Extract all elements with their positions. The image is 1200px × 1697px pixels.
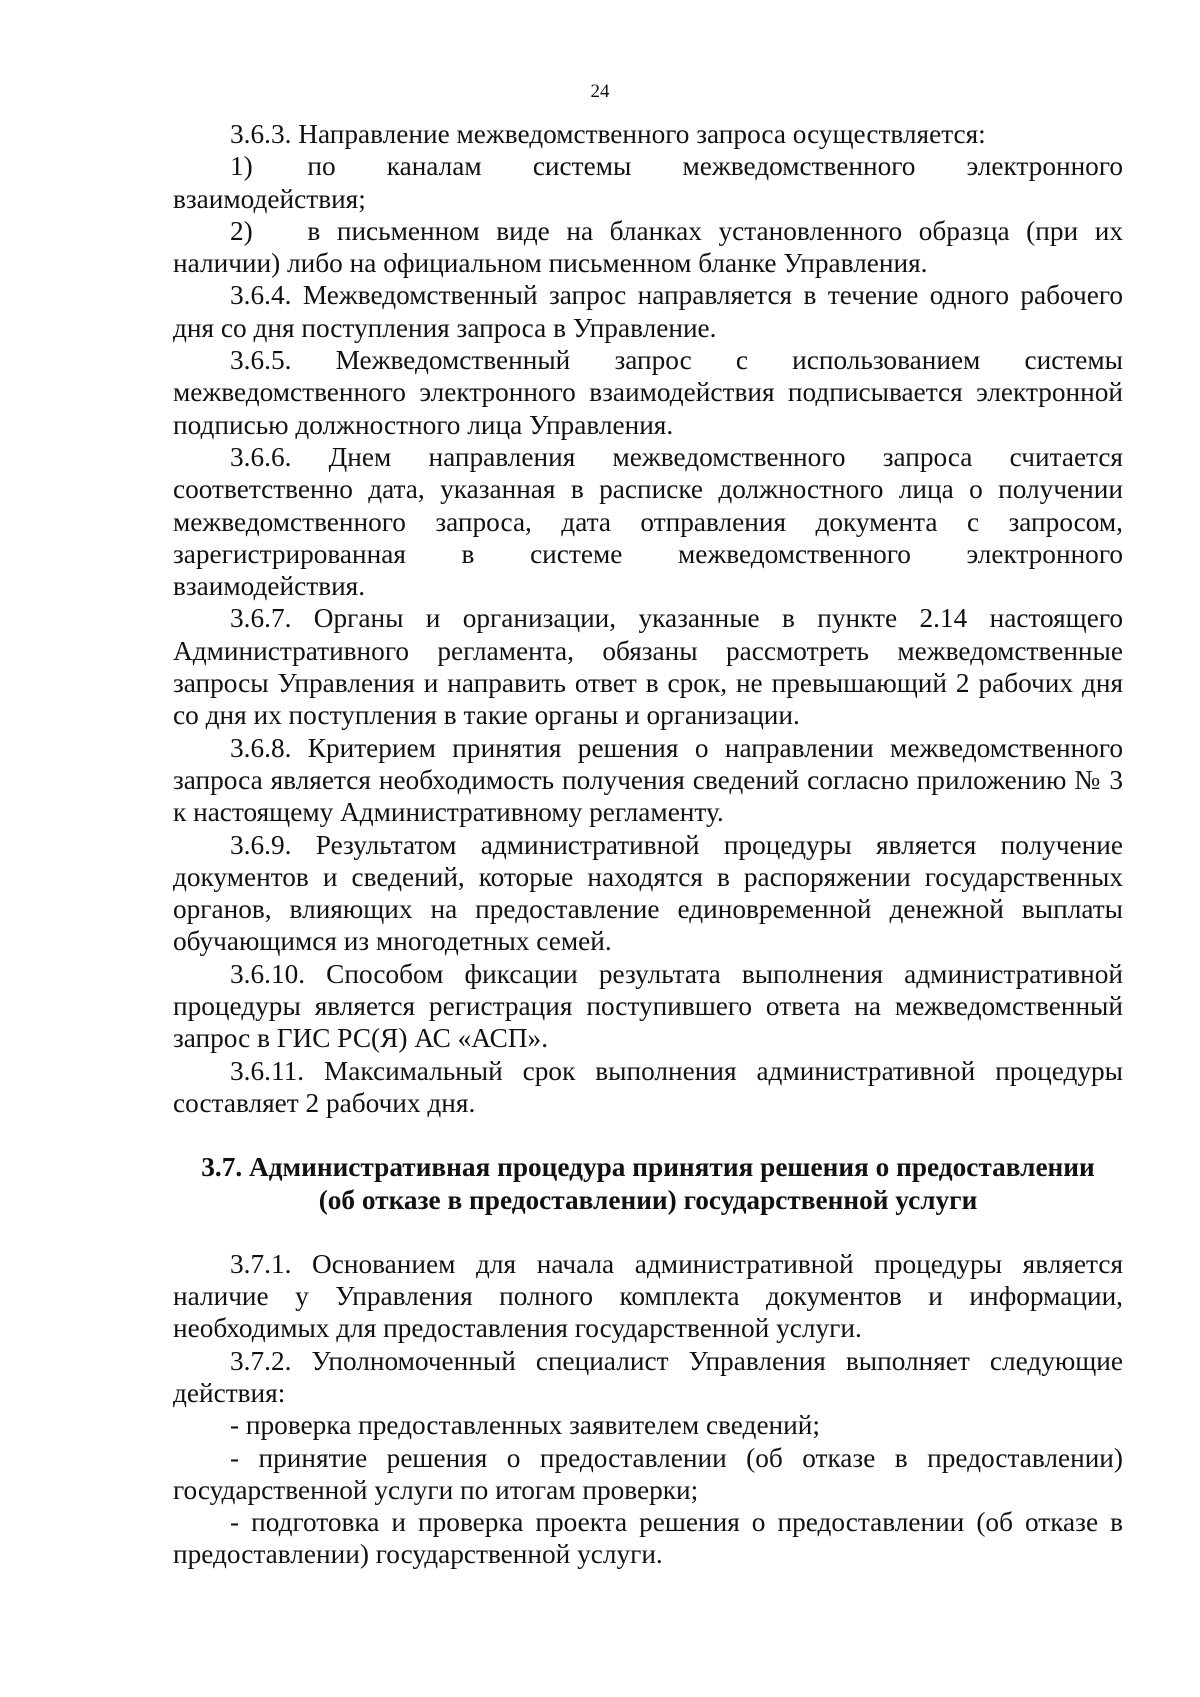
section-heading-line-1: 3.7. Административная процедура принятия решения о предоставлении: [201, 1152, 1095, 1183]
list-item-1: 1) по каналам системы межведомственного электронного взаимодействия;: [173, 151, 1123, 214]
paragraph-3-7-1: 3.7.1. Основанием для начала административной процедуры является наличие у Управления полного комплекта документов и информации, необходимых для предоставления государственной услуги.: [173, 1248, 1123, 1344]
paragraph-3-6-4: 3.6.4. Межведомственный запрос направляется в течение одного рабочего дня со дня поступления запроса в Управление.: [173, 280, 1123, 343]
document-body: [173, 118, 1123, 1571]
paragraph-3-6-5: 3.6.5. Межведомственный запрос с использованием системы межведомственного электронного взаимодействия подписывается электронной подписью должностного лица Управления.: [173, 345, 1123, 440]
paragraph-3-6-6: 3.6.6. Днем направления межведомственного запроса считается соответственно дата, указанная в расписке должностного лица о получении межведомственного запроса, дата отправления документа с запросом, зарегистрированная в системе межведомственного электронного взаимодействия.: [173, 441, 1123, 602]
section-heading-line-2: (об отказе в предоставлении) государственной услуги: [318, 1184, 978, 1215]
action-item-3: - подготовка и проверка проекта решения о предоставлении (об отказе в предоставлении) государственной услуги.: [173, 1507, 1123, 1570]
paragraph-3-6-8: 3.6.8. Критерием принятия решения о направлении межведомственного запроса является необходимость получения сведений согласно приложению № 3 к настоящему Административному регламенту.: [173, 732, 1123, 828]
paragraph-3-6-9: 3.6.9. Результатом административной процедуры является получение документов и сведений, которые находятся в распоряжении государственных органов, влияющих на предоставление единовременной денежной выплаты обучающимся из многодетных семей.: [173, 829, 1123, 957]
page-number: 24: [590, 81, 610, 102]
action-item-1: - проверка предоставленных заявителем сведений;: [230, 1410, 820, 1441]
paragraph-3-7-2: 3.7.2. Уполномоченный специалист Управления выполняет следующие действия:: [173, 1345, 1123, 1408]
paragraph-3-6-10: 3.6.10. Способом фиксации результата выполнения административной процедуры является регистрация поступившего ответа на межведомственный запрос в ГИС РС(Я) АС «АСП».: [173, 958, 1123, 1054]
action-item-2: - принятие решения о предоставлении (об отказе в предоставлении) государственной услуги по итогам проверки;: [173, 1442, 1123, 1505]
section-heading-3-7: [173, 1151, 1123, 1216]
paragraph-3-6-7: 3.6.7. Органы и организации, указанные в пункте 2.14 настоящего Административного регламента, обязаны рассмотреть межведомственные запросы Управления и направить ответ в срок, не превышающий 2 рабочих дня со дня их поступления в такие органы и организации.: [173, 603, 1123, 731]
paragraph-3-6-3: 3.6.3. Направление межведомственного запроса осуществляется:: [230, 119, 986, 149]
list-item-2: 2) в письменном виде на бланках установленного образца (при их наличии) либо на официальном письменном бланке Управления.: [173, 215, 1123, 279]
paragraph-3-6-11: 3.6.11. Максимальный срок выполнения административной процедуры составляет 2 рабочих дня.: [173, 1055, 1123, 1118]
